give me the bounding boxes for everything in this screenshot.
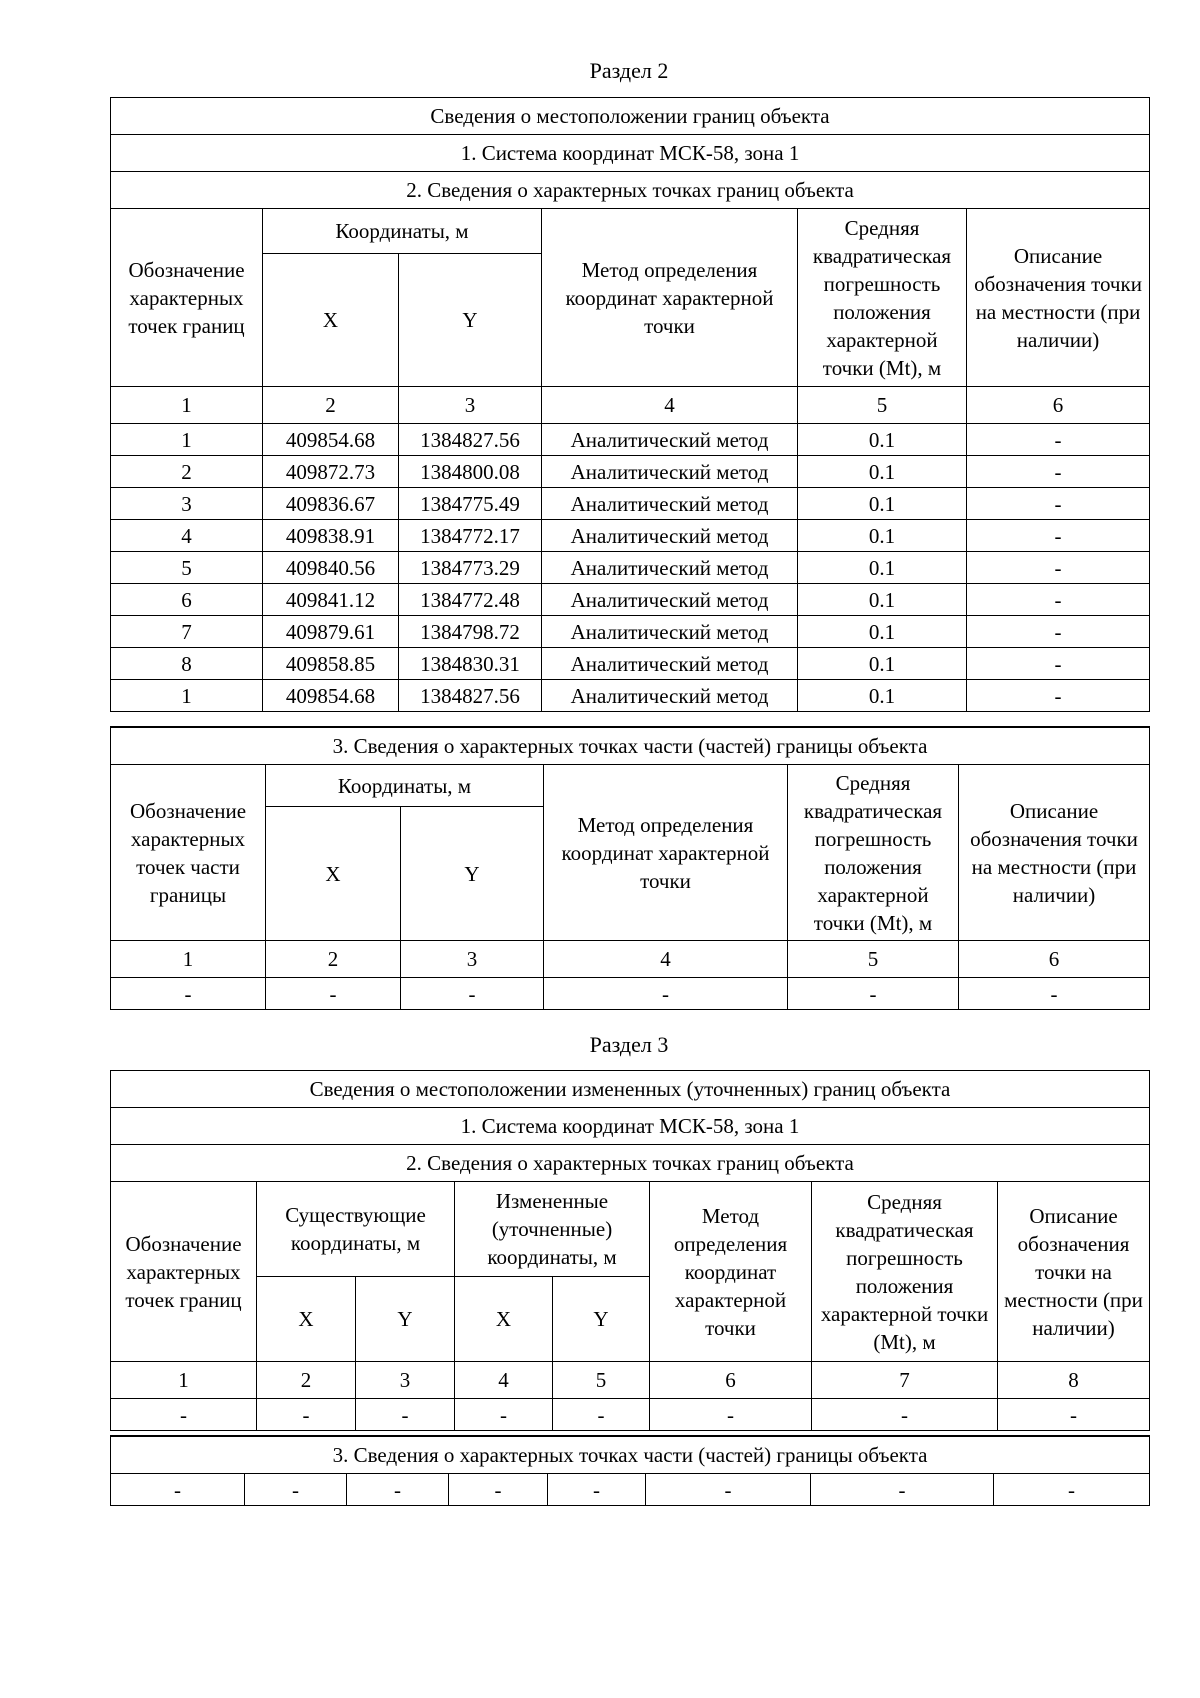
col-number: 7 xyxy=(812,1362,998,1399)
table-row xyxy=(111,616,1150,648)
s3-header-y-existing: Y xyxy=(356,1277,455,1362)
header-x: X xyxy=(263,254,399,387)
col-number: 2 xyxy=(266,941,401,978)
point-number: 6 xyxy=(111,584,263,616)
description: - xyxy=(967,488,1150,520)
empty-cell: - xyxy=(994,1474,1150,1506)
method: Аналитический метод xyxy=(542,424,798,456)
coord-y: 1384830.31 xyxy=(399,648,542,680)
s3-header-description: Описание обозначения точки на местности (при наличии) xyxy=(998,1182,1150,1362)
coord-x: 409841.12 xyxy=(263,584,399,616)
table-row xyxy=(111,424,1150,456)
s3-header-existing: Существующие координаты, м xyxy=(257,1182,455,1277)
section-2-points-heading: 2. Сведения о характерных точках границ объекта xyxy=(111,172,1150,209)
col-number: 4 xyxy=(455,1362,553,1399)
description: - xyxy=(967,552,1150,584)
method: Аналитический метод xyxy=(542,680,798,712)
point-number: 7 xyxy=(111,616,263,648)
coord-x: 409854.68 xyxy=(263,680,399,712)
coord-y: 1384800.08 xyxy=(399,456,542,488)
coord-y: 1384775.49 xyxy=(399,488,542,520)
point-number: 3 xyxy=(111,488,263,520)
coord-x: 409838.91 xyxy=(263,520,399,552)
empty-cell: - xyxy=(548,1474,646,1506)
header-error: Средняя квадратическая погрешность положения характерной точки (Mt), м xyxy=(798,209,967,387)
coord-x: 409840.56 xyxy=(263,552,399,584)
coord-y: 1384773.29 xyxy=(399,552,542,584)
description: - xyxy=(967,520,1150,552)
empty-cell: - xyxy=(650,1399,812,1431)
col-number: 5 xyxy=(553,1362,650,1399)
method: Аналитический метод xyxy=(542,456,798,488)
parts-header-x: X xyxy=(266,807,401,941)
header-method: Метод определения координат характерной точки xyxy=(542,209,798,387)
s3-header-method: Метод определения координат характерной точки xyxy=(650,1182,812,1362)
table-row xyxy=(111,584,1150,616)
parts-header-y: Y xyxy=(401,807,544,941)
coord-x: 409836.67 xyxy=(263,488,399,520)
description: - xyxy=(967,680,1150,712)
coord-x: 409879.61 xyxy=(263,616,399,648)
col-number: 4 xyxy=(542,387,798,424)
empty-cell: - xyxy=(266,978,401,1010)
mt-error: 0.1 xyxy=(798,648,967,680)
mt-error: 0.1 xyxy=(798,488,967,520)
method: Аналитический метод xyxy=(542,584,798,616)
empty-cell: - xyxy=(812,1399,998,1431)
mt-error: 0.1 xyxy=(798,584,967,616)
coord-y: 1384827.56 xyxy=(399,680,542,712)
table-row xyxy=(111,552,1150,584)
section-3-parts-heading: 3. Сведения о характерных точках части (частей) границы объекта xyxy=(111,1436,1150,1474)
s3-header-error: Средняя квадратическая погрешность положения характерной точки (Mt), м xyxy=(812,1182,998,1362)
coord-x: 409872.73 xyxy=(263,456,399,488)
empty-cell: - xyxy=(544,978,788,1010)
method: Аналитический метод xyxy=(542,520,798,552)
table-row xyxy=(111,488,1150,520)
mt-error: 0.1 xyxy=(798,520,967,552)
mt-error: 0.1 xyxy=(798,616,967,648)
empty-cell: - xyxy=(811,1474,994,1506)
section-2-table xyxy=(110,97,1150,712)
empty-cell: - xyxy=(455,1399,553,1431)
section-3-table xyxy=(110,1070,1150,1431)
coord-x: 409854.68 xyxy=(263,424,399,456)
s3-header-y-changed: Y xyxy=(553,1277,650,1362)
empty-cell: - xyxy=(245,1474,347,1506)
col-number: 1 xyxy=(111,941,266,978)
method: Аналитический метод xyxy=(542,648,798,680)
section-3-title: Сведения о местоположении измененных (уточненных) границ объекта xyxy=(111,1071,1150,1108)
method: Аналитический метод xyxy=(542,552,798,584)
table-row xyxy=(111,456,1150,488)
point-number: 2 xyxy=(111,456,263,488)
mt-error: 0.1 xyxy=(798,456,967,488)
section-2-parts-table xyxy=(110,726,1150,1010)
col-number: 6 xyxy=(967,387,1150,424)
parts-header-method: Метод определения координат характерной точки xyxy=(544,765,788,941)
col-number: 6 xyxy=(650,1362,812,1399)
mt-error: 0.1 xyxy=(798,424,967,456)
method: Аналитический метод xyxy=(542,616,798,648)
empty-cell: - xyxy=(257,1399,356,1431)
empty-cell: - xyxy=(347,1474,449,1506)
section-3-parts-table xyxy=(110,1435,1150,1506)
empty-cell: - xyxy=(356,1399,455,1431)
table-row xyxy=(111,648,1150,680)
header-designation: Обозначение характерных точек границ xyxy=(111,209,263,387)
coord-y: 1384827.56 xyxy=(399,424,542,456)
table-row xyxy=(111,680,1150,712)
header-y: Y xyxy=(399,254,542,387)
point-number: 4 xyxy=(111,520,263,552)
coord-y: 1384772.17 xyxy=(399,520,542,552)
col-number: 3 xyxy=(399,387,542,424)
col-number: 6 xyxy=(959,941,1150,978)
s3-header-designation: Обозначение характерных точек границ xyxy=(111,1182,257,1362)
empty-cell: - xyxy=(401,978,544,1010)
point-number: 1 xyxy=(111,680,263,712)
empty-cell: - xyxy=(998,1399,1150,1431)
section-3-heading: Раздел 3 xyxy=(589,1032,669,1057)
col-number: 3 xyxy=(356,1362,455,1399)
parts-header-description: Описание обозначения точки на местности (при наличии) xyxy=(959,765,1150,941)
s3-header-x-changed: X xyxy=(455,1277,553,1362)
header-description: Описание обозначения точки на местности (при наличии) xyxy=(967,209,1150,387)
mt-error: 0.1 xyxy=(798,680,967,712)
method: Аналитический метод xyxy=(542,488,798,520)
mt-error: 0.1 xyxy=(798,552,967,584)
empty-cell: - xyxy=(111,1474,245,1506)
coord-x: 409858.85 xyxy=(263,648,399,680)
section-3-coord-system: 1. Система координат МСК-58, зона 1 xyxy=(111,1108,1150,1145)
description: - xyxy=(967,424,1150,456)
col-number: 8 xyxy=(998,1362,1150,1399)
description: - xyxy=(967,648,1150,680)
table-row xyxy=(111,520,1150,552)
col-number: 1 xyxy=(111,1362,257,1399)
empty-cell: - xyxy=(959,978,1150,1010)
description: - xyxy=(967,584,1150,616)
section-2-title: Сведения о местоположении границ объекта xyxy=(111,98,1150,135)
empty-cell: - xyxy=(646,1474,811,1506)
s3-header-changed: Измененные (уточненные) координаты, м xyxy=(455,1182,650,1277)
point-number: 5 xyxy=(111,552,263,584)
section-2-heading: Раздел 2 xyxy=(589,58,669,83)
col-number: 4 xyxy=(544,941,788,978)
coord-y: 1384798.72 xyxy=(399,616,542,648)
section-2-parts-heading: 3. Сведения о характерных точках части (частей) границы объекта xyxy=(111,727,1150,765)
col-number: 2 xyxy=(257,1362,356,1399)
section-3-points-heading: 2. Сведения о характерных точках границ объекта xyxy=(111,1145,1150,1182)
empty-cell: - xyxy=(111,1399,257,1431)
parts-header-coords: Координаты, м xyxy=(266,765,544,807)
empty-cell: - xyxy=(449,1474,548,1506)
col-number: 5 xyxy=(788,941,959,978)
parts-header-error: Средняя квадратическая погрешность положения характерной точки (Mt), м xyxy=(788,765,959,941)
empty-cell: - xyxy=(111,978,266,1010)
empty-cell: - xyxy=(788,978,959,1010)
parts-header-designation: Обозначение характерных точек части границы xyxy=(111,765,266,941)
empty-cell: - xyxy=(553,1399,650,1431)
header-coords: Координаты, м xyxy=(263,209,542,254)
s3-header-x-existing: X xyxy=(257,1277,356,1362)
col-number: 3 xyxy=(401,941,544,978)
description: - xyxy=(967,616,1150,648)
section-2-coord-system: 1. Система координат МСК-58, зона 1 xyxy=(111,135,1150,172)
point-number: 1 xyxy=(111,424,263,456)
col-number: 5 xyxy=(798,387,967,424)
description: - xyxy=(967,456,1150,488)
col-number: 2 xyxy=(263,387,399,424)
point-number: 8 xyxy=(111,648,263,680)
coord-y: 1384772.48 xyxy=(399,584,542,616)
col-number: 1 xyxy=(111,387,263,424)
